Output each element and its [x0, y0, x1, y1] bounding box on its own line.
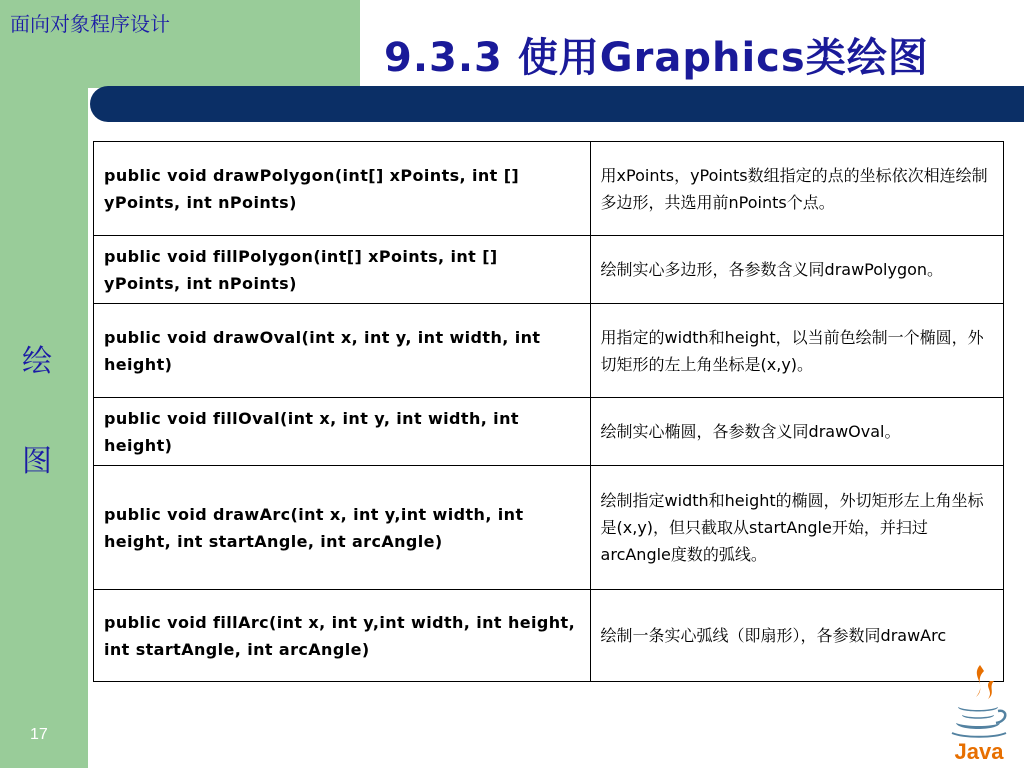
slide-title: 9.3.3 使用Graphics类绘图	[384, 35, 929, 81]
method-description: 绘制一条实心弧线（即扇形），各参数同drawArc	[590, 590, 1003, 682]
sidebar-char-2: 图	[22, 444, 52, 479]
table-row	[94, 304, 1004, 398]
method-signature: public void fillPolygon(int[] xPoints, int [] yPoints, int nPoints)	[94, 236, 591, 304]
title-bar-notch	[130, 86, 146, 122]
table-row	[94, 466, 1004, 590]
method-signature: public void fillOval(int x, int y, int width, int height)	[94, 398, 591, 466]
table-row	[94, 142, 1004, 236]
method-description: 绘制实心椭圆，各参数含义同drawOval。	[590, 398, 1003, 466]
method-description: 绘制指定width和height的椭圆，外切矩形左上角坐标是(x,y)，但只截取从startAngle开始，并扫过arcAngle度数的弧线。	[590, 466, 1003, 590]
left-sidebar	[0, 0, 88, 768]
method-description: 用指定的width和height，以当前色绘制一个椭圆，外切矩形的左上角坐标是(x,y)。	[590, 304, 1003, 398]
java-logo-text: Java	[954, 739, 1004, 763]
method-table	[93, 141, 1004, 682]
page-number: 17	[30, 726, 48, 743]
title-underline-bar	[90, 86, 1024, 122]
method-signature: public void drawOval(int x, int y, int width, int height)	[94, 304, 591, 398]
method-description: 绘制实心多边形，各参数含义同drawPolygon。	[590, 236, 1003, 304]
sidebar-char-1: 绘	[22, 344, 52, 379]
table-row	[94, 398, 1004, 466]
method-signature: public void drawPolygon(int[] xPoints, int [] yPoints, int nPoints)	[94, 142, 591, 236]
table-row	[94, 236, 1004, 304]
method-signature: public void drawArc(int x, int y,int width, int height, int startAngle, int arcAngle)	[94, 466, 591, 590]
table-row	[94, 590, 1004, 682]
method-signature: public void fillArc(int x, int y,int width, int height, int startAngle, int arcAngle)	[94, 590, 591, 682]
course-title: 面向对象程序设计	[10, 12, 170, 36]
steam-icon	[976, 665, 984, 697]
java-coffee-cup-icon	[944, 663, 1014, 763]
method-description: 用xPoints，yPoints数组指定的点的坐标依次相连绘制多边形，共选用前nPoints个点。	[590, 142, 1003, 236]
